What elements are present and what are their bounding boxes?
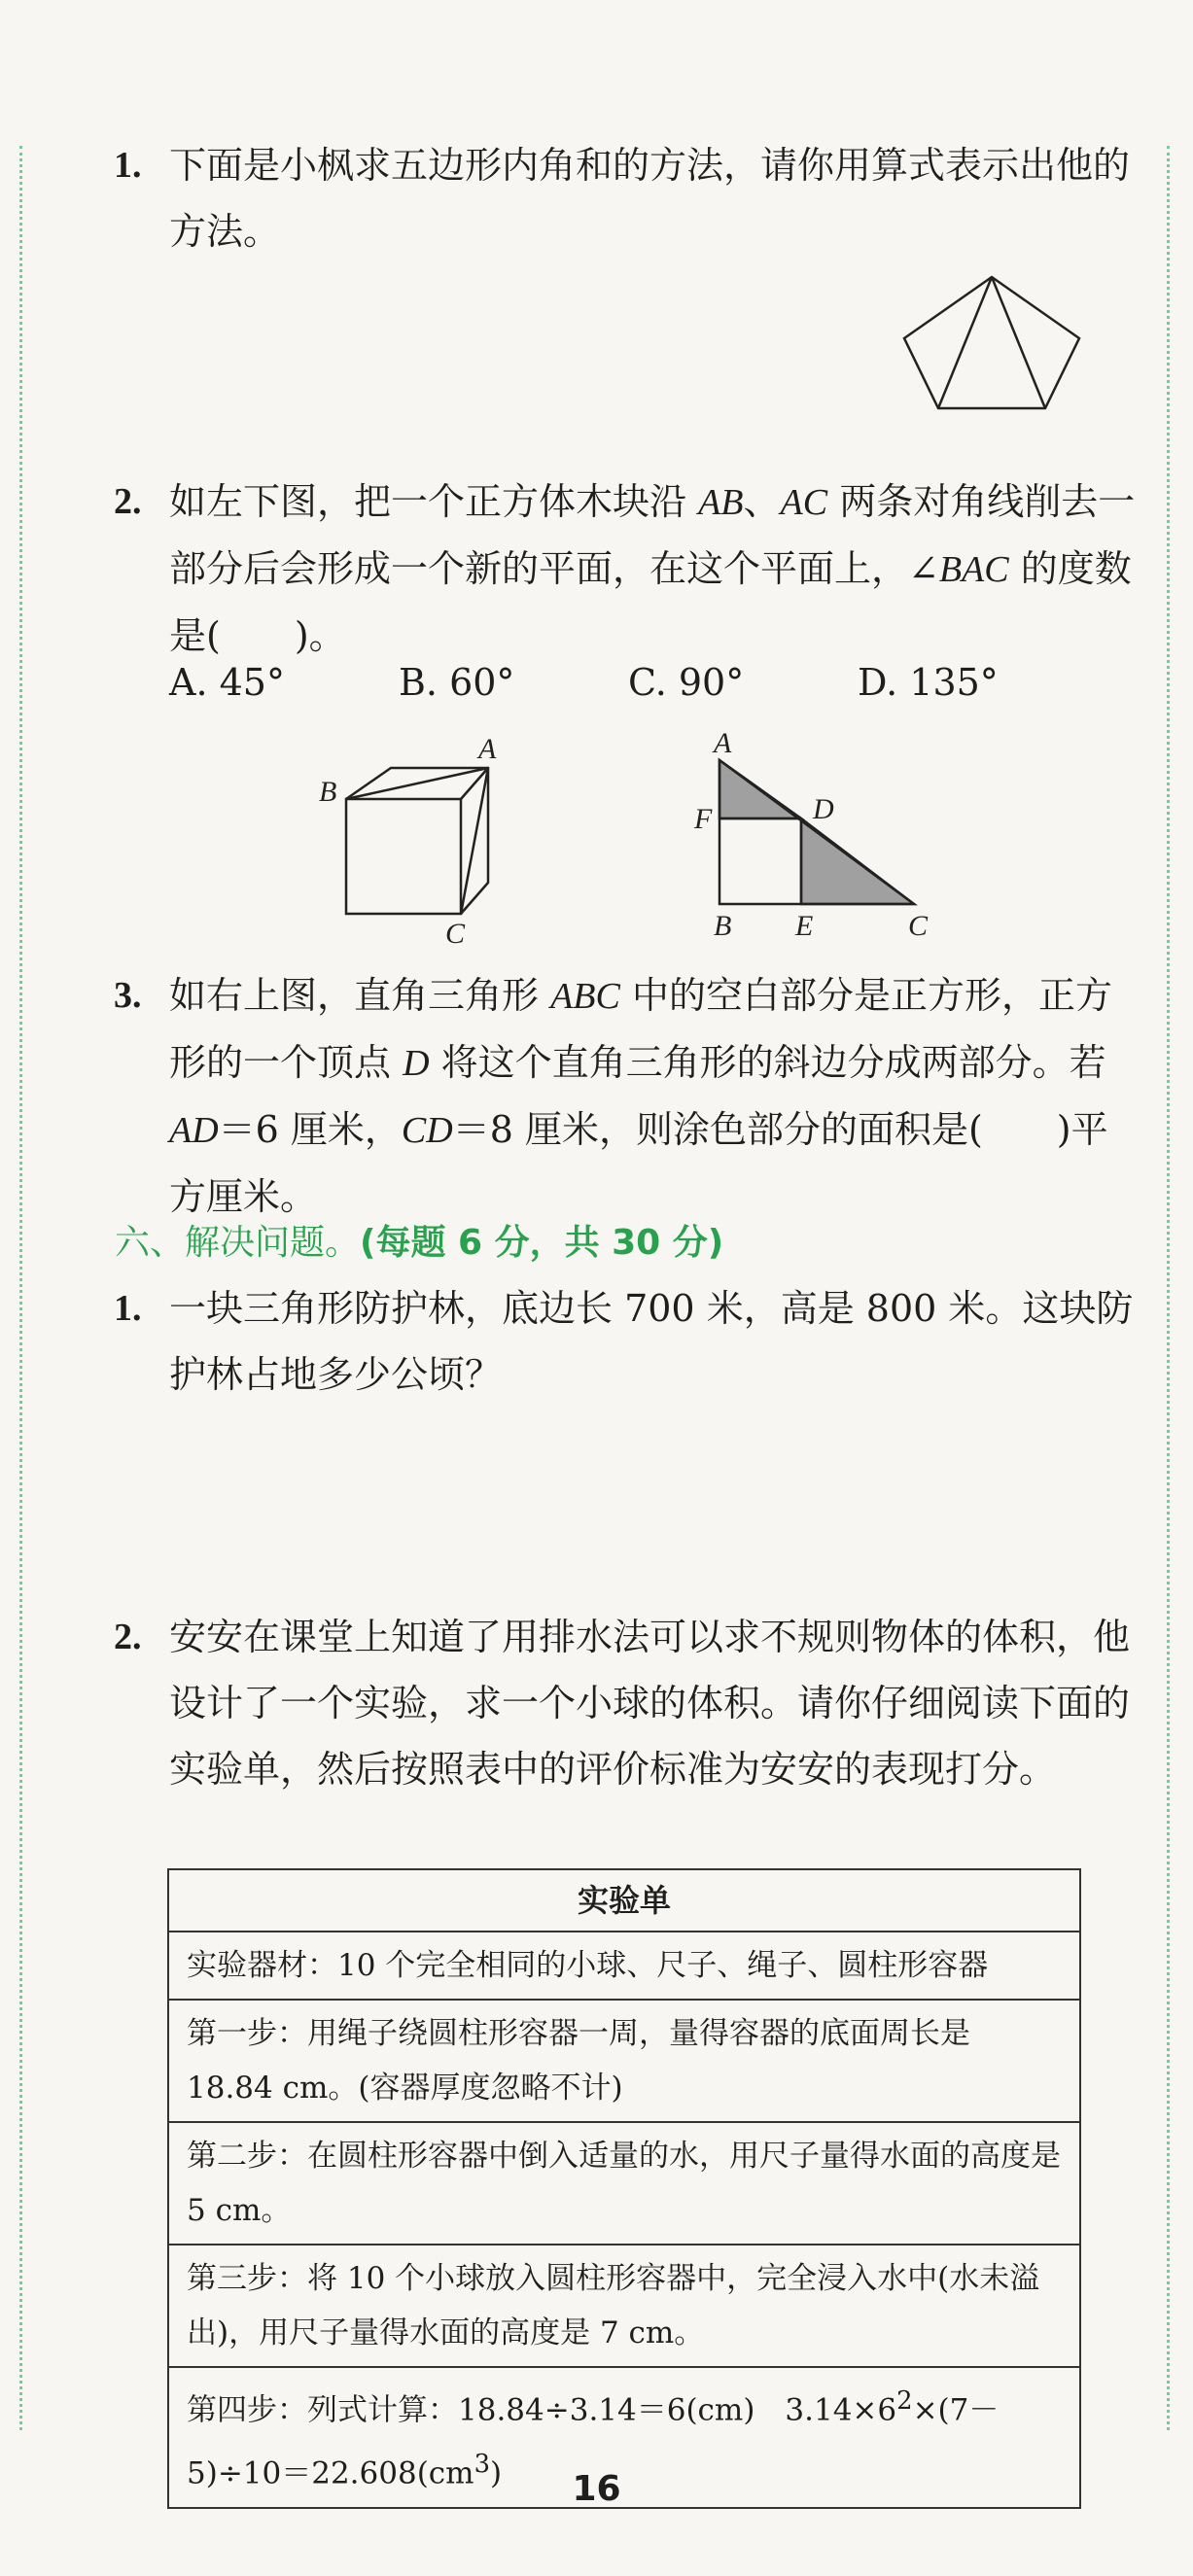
question-number: 1. [114,145,142,186]
table-row: 第四步：列式计算：18.84÷3.14＝6(cm) $3.14\times 6^2\times(7-5)\div 10=22.608(cm^3)$ [168,2367,1080,2508]
problem-text: 安安在课堂上知道了用排水法可以求不规则物体的体积，他设计了一个实验，求一个小球的体积。请你仔细阅读下面的实验单，然后按照表中的评价标准为安安的表现打分。 [169,1616,1131,1791]
vertex-label-b: B [319,776,337,808]
problem-number: 2. [114,1617,142,1657]
option-b[interactable]: B. 60° [399,661,515,704]
table-header: 实验单 [168,1869,1080,1932]
margin-dotted-line-left [19,146,22,2430]
vertex-label-f: F [694,803,713,835]
vertex-label-c: C [908,910,929,942]
vertex-label-e: E [795,910,814,942]
margin-dotted-line-right [1167,146,1170,2430]
section-heading [115,1215,723,1265]
section-title: 六、解决问题。 [115,1223,361,1263]
question-text: 如左下图，把一个正方体木块沿 AB、AC 两条对角线削去一部分后会形成一个新的平面，在这个平面上，∠BAC 的度数是( )。 [169,480,1136,657]
question-number: 2. [114,481,142,522]
vertex-label-d: D [813,793,834,825]
page-number: 16 [572,2469,621,2509]
question-3 [115,962,1141,1230]
vertex-label-a: A [714,727,732,759]
question-text: 如右上图，直角三角形 ABC 中的空白部分是正方形，正方形的一个顶点 D 将这个直角三角形的斜边分成两部分。若 AD＝6 厘米，CD＝8 厘米，则涂色部分的面积是( )平方厘米。 [169,974,1112,1218]
question-1 [115,132,1141,264]
question-number: 3. [114,975,142,1016]
problem-1 [115,1275,1141,1408]
table-row: 第二步：在圆柱形容器中倒入适量的水，用尺子量得水面的高度是 5 cm。 [168,2122,1080,2245]
problem-number: 1. [114,1288,142,1329]
section-score: (每题 6 分，共 30 分) [360,1223,724,1263]
question-text: 下面是小枫求五边形内角和的方法，请你用算式表示出他的方法。 [169,144,1131,253]
option-a[interactable]: A. 45° [169,661,285,704]
table-row: 第三步：将 10 个小球放入圆柱形容器中，完全浸入水中(水未溢出)，用尺子量得水面的高度是 7 cm。 [168,2245,1080,2367]
right-triangle-figure [681,719,953,948]
option-d[interactable]: D. 135° [858,661,999,704]
answer-options [169,661,1087,704]
vertex-label-b: B [714,910,732,942]
problem-text: 一块三角形防护林，底边长 700 米，高是 800 米。这块防护林占地多少公顷？ [169,1287,1134,1396]
problem-2 [115,1604,1141,1802]
pentagon-figure [899,272,1084,418]
table-row: 实验器材：10 个完全相同的小球、尺子、绳子、圆柱形容器 [168,1932,1080,2000]
table-row: 第一步：用绳子绕圆柱形容器一周，量得容器的底面周长是 18.84 cm。(容器厚度忽略不计) [168,2000,1080,2122]
vertex-label-a: A [478,733,497,765]
option-c[interactable]: C. 90° [628,661,745,704]
question-2 [115,469,1141,669]
cube-figure [311,727,525,946]
experiment-table [167,1868,1081,2509]
vertex-label-c: C [445,918,466,946]
